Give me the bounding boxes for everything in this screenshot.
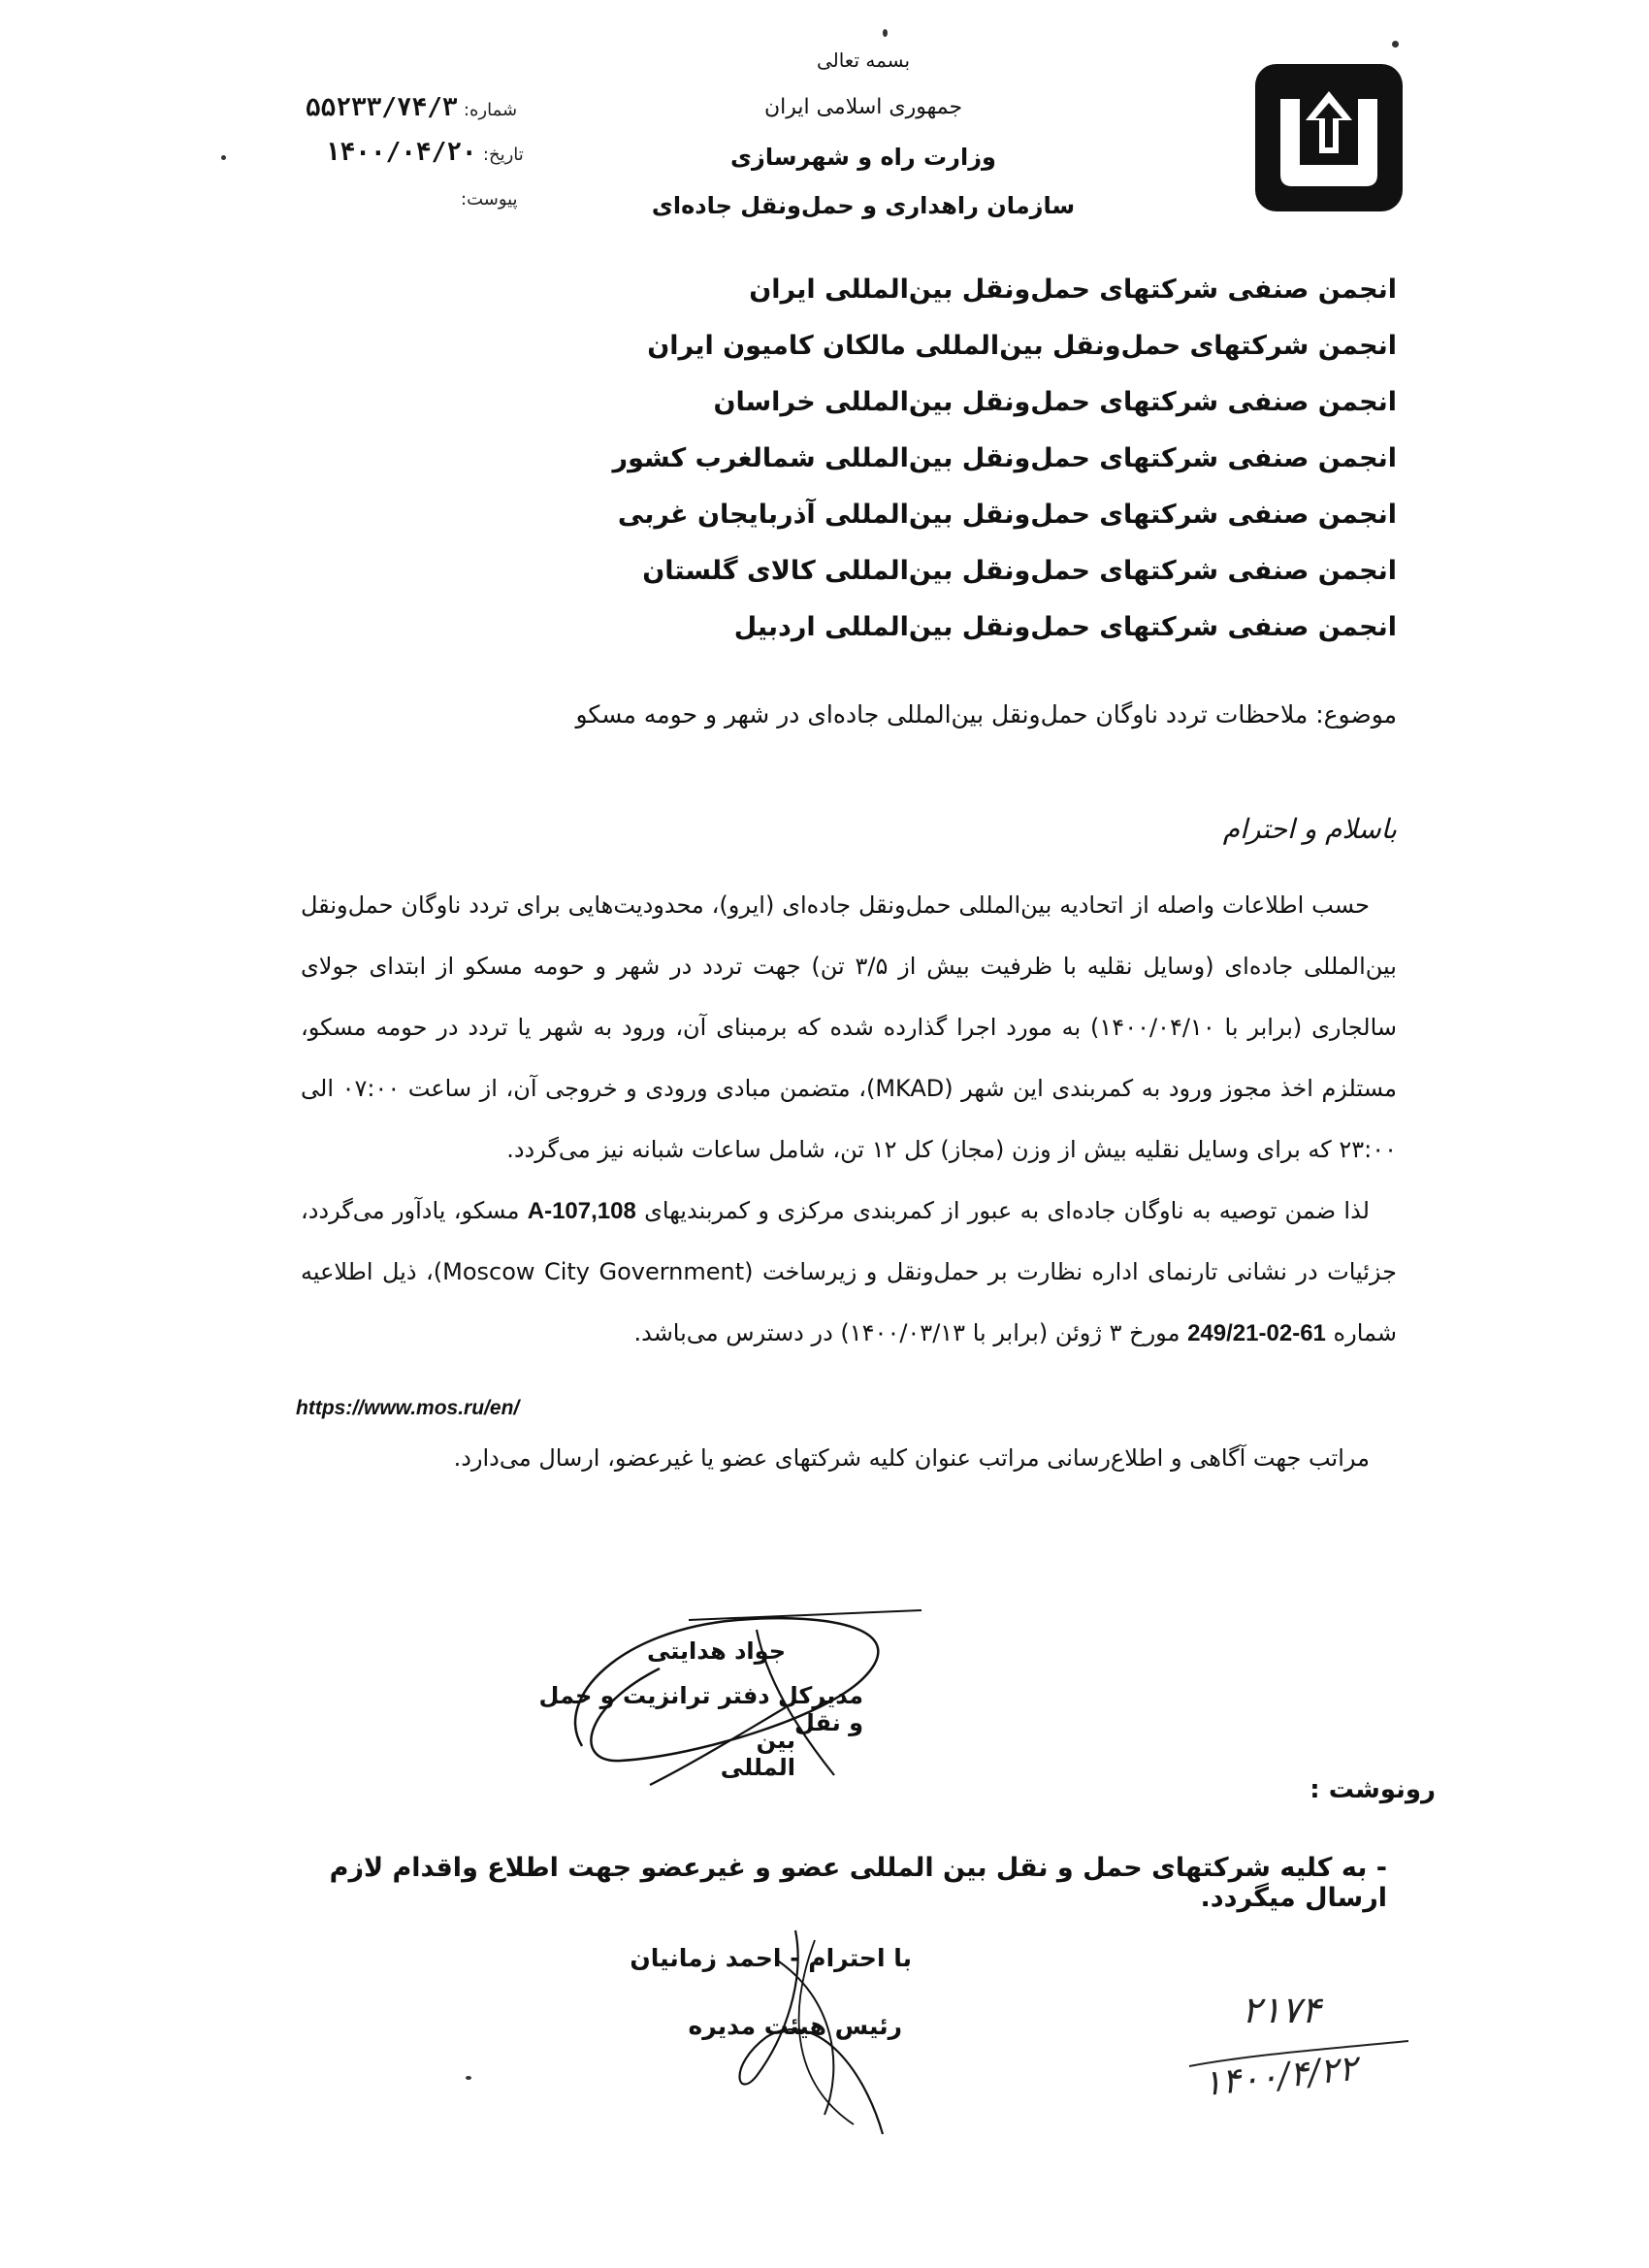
recipient-item: انجمن صنفی شرکتهای حمل‌ونقل بین‌المللی ایران [749, 275, 1397, 305]
header-country: جمهوری اسلامی ایران [763, 95, 963, 119]
letter-date-label: تاریخ: [482, 145, 524, 165]
recipients-list [388, 262, 1397, 656]
letter-number-label: شماره: [463, 100, 518, 120]
letter-attachment-row [461, 186, 518, 210]
cc-title: رونوشت : [1310, 1775, 1436, 1804]
recipient-item: انجمن شرکتهای حمل‌ونقل بین‌المللی مالکان کامیون ایران [647, 331, 1397, 361]
signatory-name: جواد هدایتی [646, 1637, 786, 1665]
notice-number: 61-02-249/21 [1187, 1320, 1326, 1346]
scan-speck [221, 155, 226, 160]
recipient-item: انجمن صنفی شرکتهای حمل‌ونقل بین‌المللی خراسان [713, 387, 1397, 417]
cc-item [310, 1853, 1387, 1913]
body-p2-part-c: مورخ ۳ ژوئن (برابر با ۱۴۰۰/۰۳/۱۳) در دسترس می‌باشد. [633, 1319, 1180, 1346]
sender-name: با احترام - احمد زمانیان [630, 1944, 912, 1972]
header-organization: سازمان راهداری و حمل‌ونقل جاده‌ای [651, 192, 1076, 219]
signatory-title: مدیرکل دفتر ترانزیت و حمل و نقل [538, 1682, 863, 1736]
reference-url[interactable]: https://www.mos.ru/en/ [296, 1397, 520, 1419]
letter-subject: موضوع: ملاحظات تردد ناوگان حمل‌ونقل بین‌المللی جاده‌ای در شهر و حومه مسکو [575, 700, 1397, 729]
letter-date-value: ۱۴۰۰/۰۴/۲۰ [325, 138, 477, 167]
scan-speck [466, 2076, 471, 2080]
closing-line: مراتب جهت آگاهی و اطلاع‌رسانی مراتب عنوان کلیه شرکتهای عضو یا غیرعضو، ارسال می‌دارد. [453, 1444, 1370, 1472]
body-p2-part-a: لذا ضمن توصیه به ناوگان جاده‌ای به عبور از کمربندی مرکزی و کمربندیهای [644, 1197, 1370, 1224]
scan-speck [1392, 41, 1399, 48]
recipient-item: انجمن صنفی شرکتهای حمل‌ونقل بین‌المللی کالای گلستان [642, 556, 1397, 586]
recipient-item: انجمن صنفی شرکتهای حمل‌ونقل بین‌المللی آذربایجان غربی [617, 500, 1397, 530]
ministry-logo [1251, 60, 1406, 215]
header-ministry: وزارت راه و شهرسازی [730, 144, 996, 171]
recipient-item: انجمن صنفی شرکتهای حمل‌ونقل بین‌المللی شمالغرب کشور [612, 443, 1397, 473]
letter-date-row [325, 138, 524, 167]
bismillah: بسمه تعالی [816, 49, 911, 72]
handwritten-number: ۲۱۷۴ [1242, 1989, 1321, 2031]
letter-attachment-label: پیوست: [461, 189, 518, 210]
recipient-item: انجمن صنفی شرکتهای حمل‌ونقل بین‌المللی اردبیل [733, 612, 1397, 642]
handwritten-date: ۱۴۰۰/۴/۲۲ [1201, 2048, 1360, 2105]
body-paragraph-2 [301, 1181, 1397, 1364]
cc-bullet: - [1375, 1853, 1387, 1883]
letter-number-value: ۵۵۲۳۳/۷۴/۳ [306, 93, 458, 122]
body-paragraph-1: حسب اطلاعات واصله از اتحادیه بین‌المللی حمل‌ونقل جاده‌ای (ایرو)، محدودیت‌هایی برای تردد ناوگان حمل‌ونقل بین‌المللی جاده‌ای (وسایل نقلیه با ظرفیت بیش از ۳/۵ تن) جهت تردد در شهر و حومه مسکو از ابتدای جولای سالجاری (برابر با ۱۴۰۰/۰۴/۱۰) به مورد اجرا گذارده شده که برمبنای آن، ورود به شهر یا تردد در حومه مسکو، مستلزم اخذ مجوز ورود به کمربندی این شهر (MKAD)، متضمن مبادی ورودی و خروجی آن، از ساعت ۰۷:۰۰ الی ۲۳:۰۰ که برای وسایل نقلیه بیش از وزن (مجاز) کل ۱۲ تن، شامل ساعات شبانه نیز می‌گردد. [301, 891, 1398, 1163]
letter-number-row [306, 93, 517, 122]
sender-title: رئیس هیئت مدیره [688, 2012, 902, 2040]
signatory-title-2: بین المللی [720, 1727, 795, 1781]
letter-body [301, 875, 1397, 1364]
body-p2-part-b: مسکو، یادآور می‌گردد، جزئیات در نشانی تارنمای اداره نظارت بر حمل‌ونقل و زیرساخت (Moscow City Government)، ذیل اطلاعیه شماره [301, 1197, 1398, 1346]
ring-road-ids: A-107,108 [527, 1198, 636, 1224]
greeting: باسلام و احترام [1222, 813, 1397, 845]
scan-speck [883, 29, 888, 37]
cc-text: به کلیه شرکتهای حمل و نقل بین المللی عضو و غیرعضو جهت اطلاع واقدام لازم ارسال میگردد. [329, 1853, 1387, 1913]
